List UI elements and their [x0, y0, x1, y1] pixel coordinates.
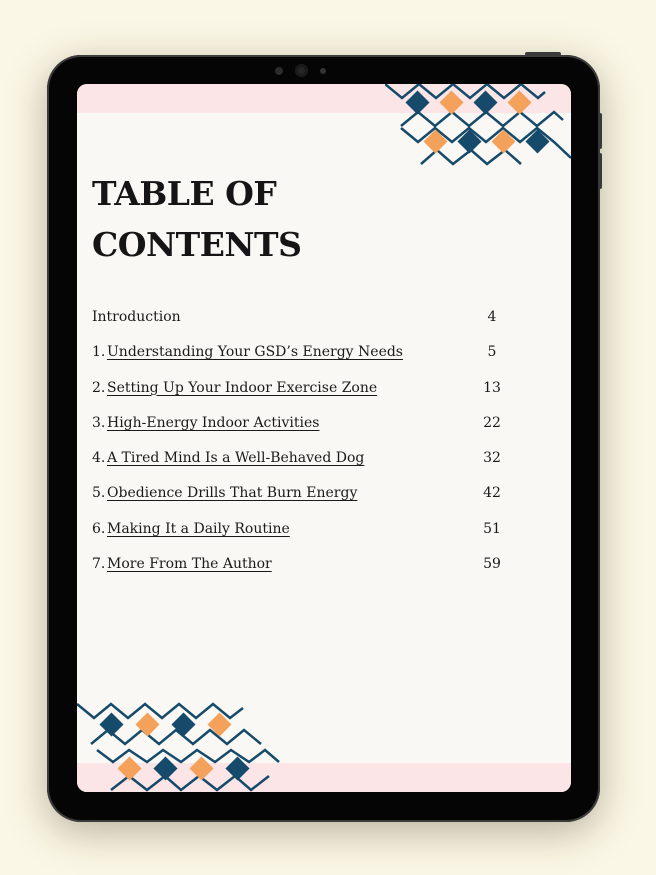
toc-entry-chapter-6[interactable]	[92, 517, 512, 552]
toc-entry-link[interactable]: Obedience Drills That Burn Energy	[107, 485, 358, 502]
toc-entry-link[interactable]: High-Energy Indoor Activities	[107, 414, 320, 431]
toc-page-number: 5	[487, 344, 497, 361]
toc-page-number: 42	[483, 485, 501, 502]
ebook-page	[77, 84, 571, 792]
toc-chapter-number: 6.	[92, 520, 106, 537]
toc-entry-link[interactable]: Understanding Your GSD’s Energy Needs	[107, 344, 403, 361]
toc-page-number: 4	[487, 309, 497, 325]
title-line-1: TABLE OF	[92, 174, 277, 213]
diamond-pattern-top	[385, 84, 571, 166]
title-line-2: CONTENTS	[92, 225, 302, 264]
toc-entry-link[interactable]: Making It a Daily Routine	[107, 520, 290, 537]
power-button	[525, 52, 561, 56]
toc-entry-chapter-3[interactable]	[92, 411, 512, 446]
toc-entry-chapter-4[interactable]	[92, 446, 512, 481]
toc-page-number: 51	[483, 520, 501, 537]
sensor-icon	[275, 67, 283, 75]
toc-page-number: 59	[483, 556, 501, 573]
toc-chapter-number: 4.	[92, 450, 106, 467]
toc-chapter-number: 1.	[92, 344, 106, 361]
toc-entry-link[interactable]: A Tired Mind Is a Well-Behaved Dog	[107, 450, 365, 467]
toc-entry-link[interactable]: Setting Up Your Indoor Exercise Zone	[107, 379, 378, 396]
toc-entry-chapter-2[interactable]	[92, 376, 512, 411]
toc-entry-link[interactable]: More From The Author	[107, 556, 272, 573]
diamond-pattern-bottom	[77, 700, 282, 792]
toc-entry-title: Introduction	[92, 309, 181, 325]
light-sensor-icon	[320, 68, 326, 74]
camera-icon	[295, 64, 308, 77]
toc-chapter-number: 5.	[92, 485, 106, 502]
volume-down-button	[598, 153, 602, 189]
table-of-contents	[92, 305, 512, 587]
toc-entry-chapter-7[interactable]	[92, 552, 512, 587]
toc-page-number: 32	[483, 450, 501, 467]
toc-entry-introduction[interactable]	[92, 305, 512, 340]
toc-entry-chapter-5[interactable]	[92, 481, 512, 516]
toc-page-number: 22	[483, 414, 501, 431]
toc-chapter-number: 7.	[92, 556, 106, 573]
toc-chapter-number: 3.	[92, 414, 106, 431]
page-title	[92, 168, 301, 270]
toc-page-number: 13	[483, 379, 501, 396]
toc-chapter-number: 2.	[92, 379, 106, 396]
toc-entry-chapter-1[interactable]	[92, 340, 512, 375]
volume-up-button	[598, 113, 602, 149]
